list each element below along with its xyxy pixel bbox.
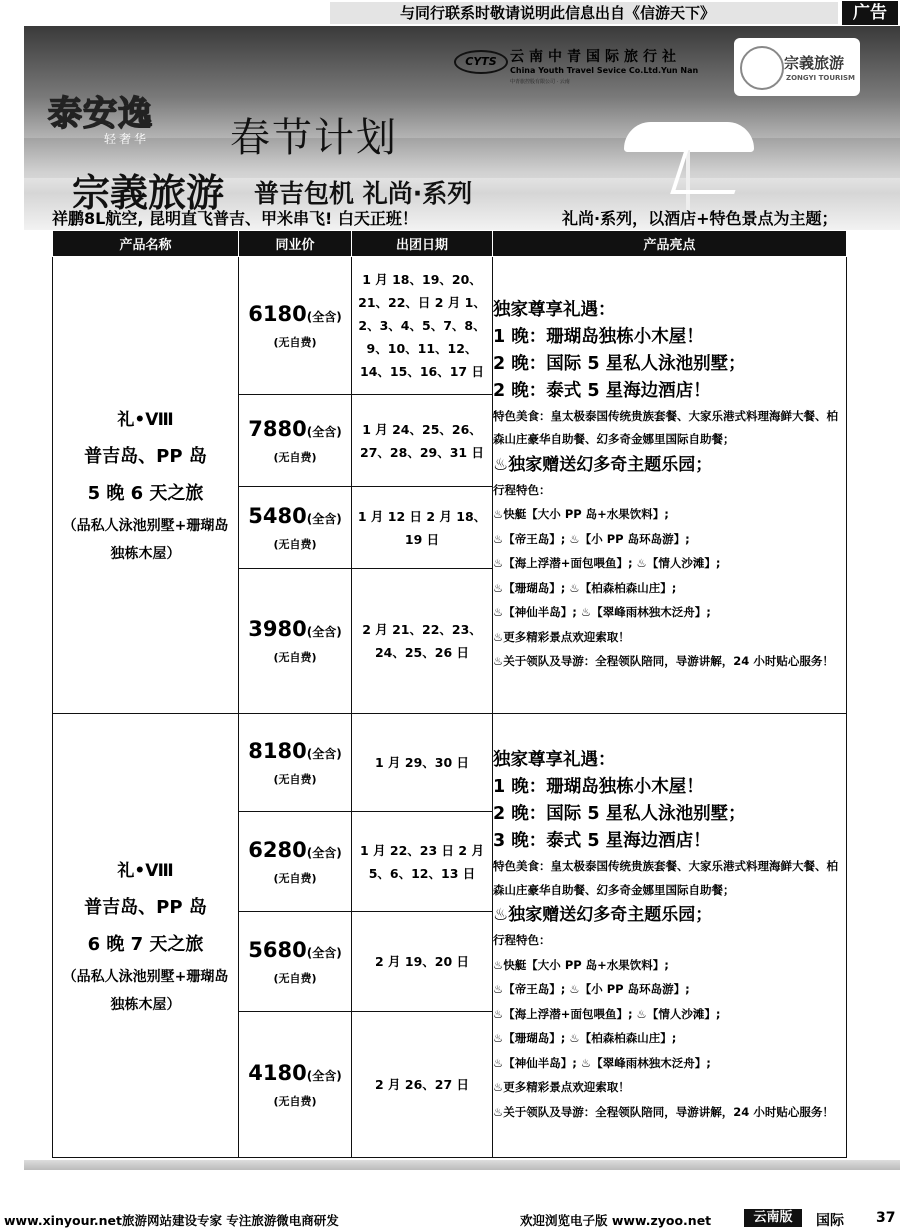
- date-cell: 2 月 26、27 日: [352, 1012, 493, 1158]
- plan-title: 春节计划: [230, 115, 398, 161]
- footer-website: 欢迎浏览电子版 www.zyoo.net: [520, 1213, 712, 1228]
- itinerary-item: ♨【神仙半岛】; ♨【翠峰雨林独木泛舟】;: [493, 605, 711, 619]
- product-code: 礼•Ⅷ: [117, 410, 174, 430]
- section-label: 国际: [816, 1213, 844, 1229]
- zongyi-name: 宗義旅游: [784, 54, 845, 72]
- ad-tag: 广告: [842, 1, 898, 25]
- product-duration: 6 晚 7 天之旅: [87, 933, 204, 955]
- logo-subtext: 轻奢华: [104, 132, 150, 146]
- price-cell: [239, 395, 352, 487]
- date-cell: 1 月 18、19、20、21、22、日 2 月 1、2、3、4、5、7、8、9、10、11、12、14、15、16、17 日: [352, 257, 493, 395]
- highlight-title: 独家尊享礼遇：: [493, 299, 616, 320]
- flight-info: 祥鹏8L航空, 昆明直飞普吉、甲米串飞! 白天正班！: [52, 209, 418, 228]
- date-cell: 1 月 12 日 2 月 18、19 日: [352, 487, 493, 569]
- highlight-gift: ♨独家赠送幻多奇主题乐园；: [493, 905, 713, 925]
- price-inclusive: (全含): [306, 424, 342, 439]
- price-note: (无自费): [273, 335, 317, 349]
- price-inclusive: (全含): [306, 1068, 342, 1083]
- product-note: （品私人泳池别墅+珊瑚岛独栋木屋）: [62, 968, 229, 1013]
- footer: [0, 1208, 900, 1230]
- price-note: (无自费): [273, 450, 317, 464]
- price-value: 7880: [248, 416, 307, 441]
- agency-name-en: China Youth Travel Sevice Co.Ltd.Yun Nan: [510, 66, 699, 75]
- itinerary-item: ♨【珊瑚岛】; ♨【柏森柏森山庄】;: [493, 580, 677, 595]
- price-cell: [239, 487, 352, 569]
- itinerary-item: ♨关于领队及导游：全程领队陪同，导游讲解，24 小时贴心服务！: [493, 654, 834, 668]
- itinerary-item: ♨【帝王岛】; ♨【小 PP 岛环岛游】;: [493, 531, 690, 546]
- price-cell: [239, 912, 352, 1012]
- product-code: 礼•Ⅷ: [117, 860, 174, 881]
- table-row: [53, 257, 847, 395]
- footer-left-text: www.xinyour.net旅游网站建设专家 专注旅游微电商研发: [4, 1213, 339, 1228]
- beach-chair-icon: [670, 146, 750, 194]
- price-note: (无自费): [273, 651, 317, 664]
- price-note: (无自费): [273, 971, 317, 985]
- price-value: 8180: [248, 738, 307, 763]
- itinerary-item: ♨更多精彩景点欢迎索取！: [493, 629, 630, 644]
- itinerary-item: ♨关于领队及导游：全程领队陪同，导游讲解，24 小时贴心服务！: [493, 1104, 834, 1119]
- zongyi-emblem-icon: [740, 46, 784, 90]
- price-cell: [239, 714, 352, 812]
- zongyi-logo: [734, 38, 860, 96]
- bottom-band: [24, 1160, 900, 1170]
- product-name-cell: [53, 714, 239, 1158]
- date-cell: 2 月 21、22、23、24、25、26 日: [352, 569, 493, 714]
- agency-small-text: 中青旅控股有限公司 · 云南: [510, 79, 570, 85]
- price-cell: [239, 257, 352, 395]
- itinerary-item: ♨快艇【大小 PP 岛+水果饮料】;: [493, 957, 669, 972]
- product-name-cell: [53, 257, 239, 714]
- highlights-cell: [493, 714, 847, 1158]
- price-inclusive: (全含): [306, 746, 342, 761]
- product-duration: 5 晚 6 天之旅: [87, 483, 204, 504]
- price-value: 6180: [248, 301, 307, 326]
- date-cell: 2 月 19、20 日: [352, 912, 493, 1012]
- table-row: [53, 714, 847, 812]
- table-header-row: [53, 231, 847, 257]
- price-note: (无自费): [273, 871, 317, 885]
- price-value: 3980: [248, 617, 307, 641]
- price-value: 4180: [248, 1060, 307, 1085]
- highlights-cell: [493, 257, 847, 714]
- price-note: (无自费): [273, 1094, 317, 1108]
- itinerary-item: ♨【海上浮潜+面包喂鱼】; ♨【情人沙滩】;: [493, 556, 721, 570]
- price-value: 6280: [248, 837, 307, 862]
- price-inclusive: (全含): [306, 945, 342, 960]
- agency-name: 云南中青国际旅行社: [510, 49, 681, 65]
- price-cell: [239, 812, 352, 912]
- logo-text: 泰安逸: [48, 94, 153, 134]
- brand-title: 宗義旅游: [72, 171, 225, 215]
- agency-emblem-icon: CYTS: [454, 50, 508, 74]
- series-theme: 礼尚·系列，以酒店+特色景点为主题；: [562, 209, 838, 228]
- page-number: 37: [876, 1210, 896, 1226]
- price-inclusive: (全含): [306, 309, 342, 324]
- edition-tag: 云南版: [744, 1209, 802, 1227]
- date-cell: 1 月 24、25、26、27、28、29、31 日: [352, 395, 493, 487]
- top-bar: [0, 0, 900, 26]
- brand-subtitle: 普吉包机 礼尚·系列: [254, 179, 473, 208]
- highlight-night-1: 1 晚：珊瑚岛独栋小木屋！: [493, 326, 704, 347]
- highlight-night-2: 2 晚：国际 5 星私人泳池别墅；: [493, 353, 746, 374]
- highlight-title: 独家尊享礼遇：: [493, 750, 616, 770]
- itinerary-item: ♨【珊瑚岛】; ♨【柏森柏森山庄】;: [493, 1031, 677, 1045]
- itinerary-title: 行程特色：: [493, 482, 551, 497]
- itinerary-item: ♨更多精彩景点欢迎索取！: [493, 1080, 630, 1094]
- date-cell: 1 月 29、30 日: [352, 714, 493, 812]
- banner: [24, 26, 900, 230]
- price-note: (无自费): [273, 537, 317, 551]
- product-note: （品私人泳池别墅+珊瑚岛独栋木屋）: [62, 518, 229, 562]
- itinerary-item: ♨【帝王岛】; ♨【小 PP 岛环岛游】;: [493, 982, 690, 996]
- price-cell: [239, 569, 352, 714]
- price-inclusive: (全含): [306, 625, 342, 639]
- highlight-night-3: 2 晚：泰式 5 星海边酒店！: [493, 380, 711, 401]
- price-inclusive: (全含): [306, 511, 342, 526]
- highlight-night-3: 3 晚：泰式 5 星海边酒店！: [493, 831, 711, 851]
- itinerary-item: ♨【神仙半岛】; ♨【翠峰雨林独木泛舟】;: [493, 1055, 711, 1070]
- header-dates: 出团日期: [352, 231, 493, 257]
- highlight-night-1: 1 晚：珊瑚岛独栋小木屋！: [493, 777, 704, 797]
- itinerary-item: ♨快艇【大小 PP 岛+水果饮料】;: [493, 507, 669, 521]
- product-table: [52, 230, 847, 1158]
- price-value: 5480: [248, 503, 307, 528]
- agency-logo: [454, 42, 744, 102]
- highlight-food: 特色美食：皇太极泰国传统贵族套餐、大家乐港式料理海鲜大餐、柏森山庄豪华自助餐、幻多奇金娜里国际自助餐；: [493, 859, 838, 897]
- top-notice: 与同行联系时敬请说明此信息出自《信游天下》: [330, 2, 838, 24]
- price-value: 5680: [248, 937, 307, 962]
- price-inclusive: (全含): [306, 845, 342, 860]
- highlight-night-2: 2 晚：国际 5 星私人泳池别墅；: [493, 804, 746, 824]
- logo: [46, 80, 216, 166]
- itinerary-title: 行程特色：: [493, 933, 551, 947]
- highlight-gift: ♨独家赠送幻多奇主题乐园；: [493, 454, 713, 475]
- header-product-name: 产品名称: [53, 231, 239, 257]
- price-note: (无自费): [273, 772, 317, 786]
- date-cell: 1 月 22、23 日 2 月 5、6、12、13 日: [352, 812, 493, 912]
- product-place: 普吉岛、PP 岛: [84, 446, 207, 467]
- itinerary-item: ♨【海上浮潜+面包喂鱼】; ♨【情人沙滩】;: [493, 1006, 721, 1021]
- product-place: 普吉岛、PP 岛: [84, 896, 207, 918]
- price-cell: [239, 1012, 352, 1158]
- header-price: 同业价: [239, 231, 352, 257]
- header-highlights: 产品亮点: [493, 231, 847, 257]
- zongyi-name-en: ZONGYI TOURISM: [786, 74, 855, 82]
- highlight-food: 特色美食：皇太极泰国传统贵族套餐、大家乐港式料理海鲜大餐、柏森山庄豪华自助餐、幻多奇金娜里国际自助餐；: [493, 408, 838, 446]
